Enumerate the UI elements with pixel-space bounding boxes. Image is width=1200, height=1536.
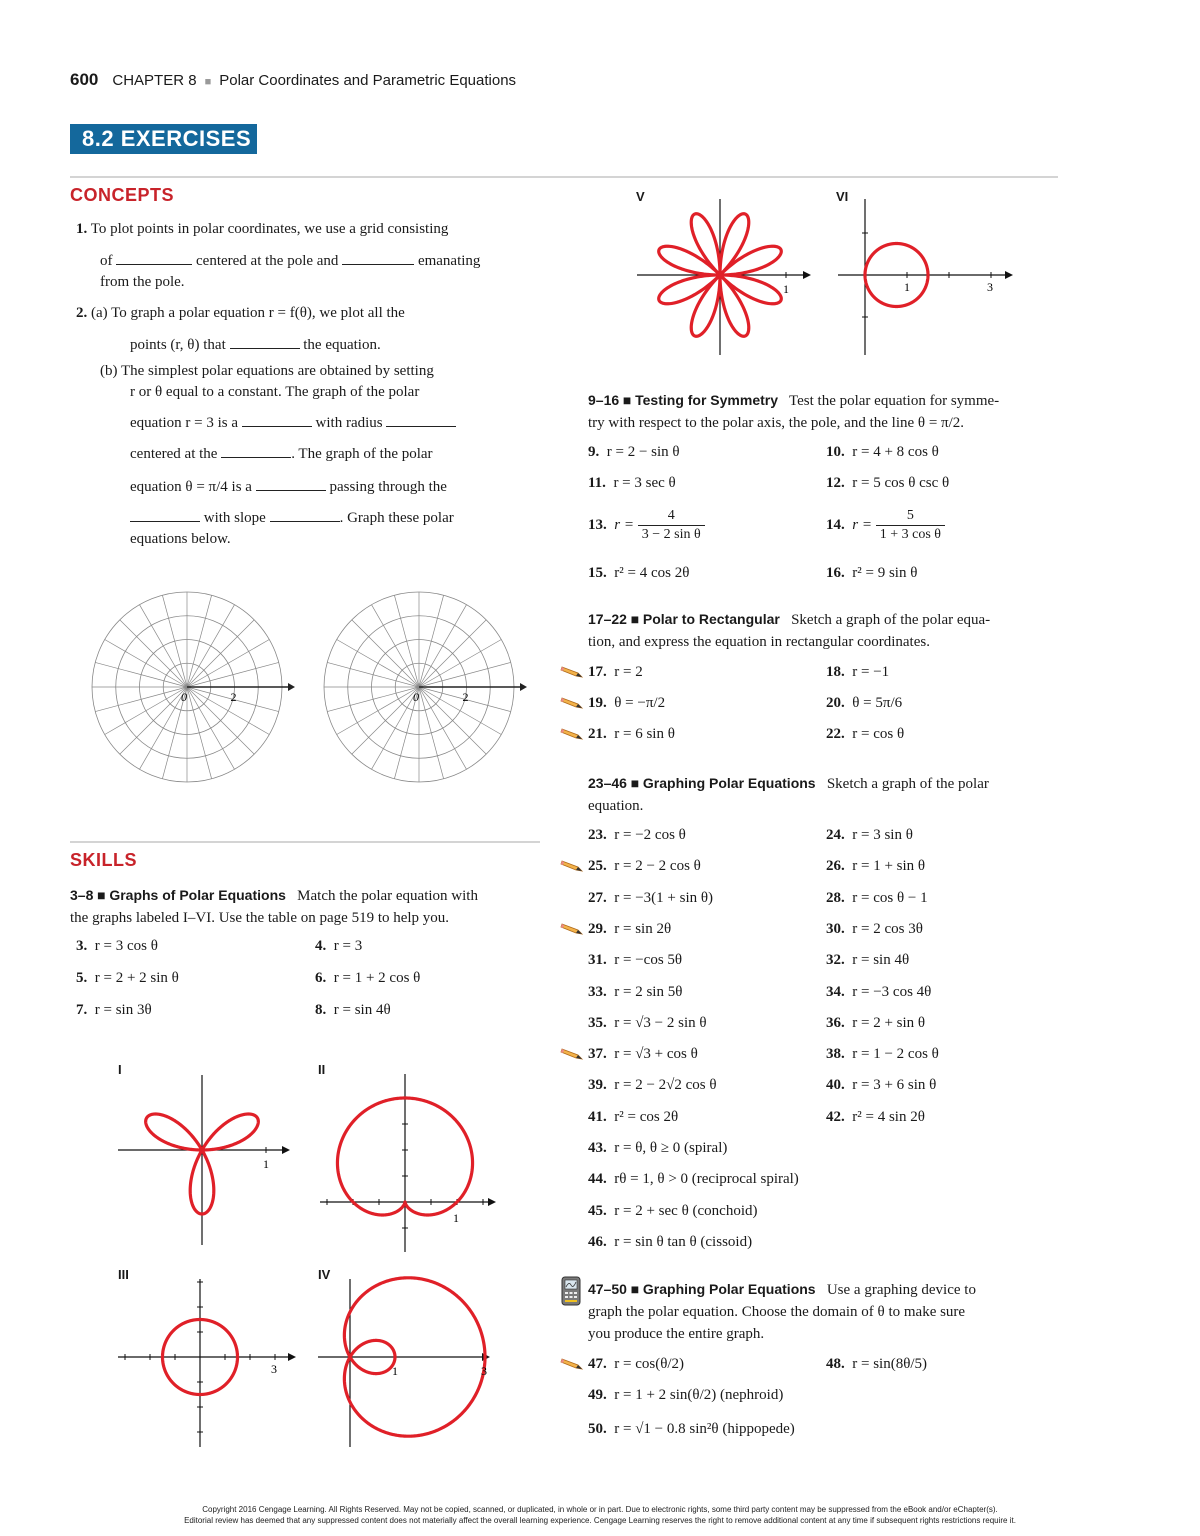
exercise-item: 34. r = −3 cos 4θ xyxy=(826,983,932,1000)
exercise-item: 39. r = 2 − 2√2 cos θ xyxy=(588,1077,717,1094)
question-2a-line-2: points (r, θ) that the equation. xyxy=(130,337,381,353)
exercise-item: 38. r = 1 − 2 cos θ xyxy=(826,1046,939,1063)
grid-ray xyxy=(187,687,254,754)
grid-ray xyxy=(419,595,444,687)
question-2b-line-2: r or θ equal to a constant. The graph of the polar xyxy=(130,384,420,400)
pencil-icon xyxy=(560,694,586,710)
grid-ray xyxy=(140,605,188,687)
grid-ray xyxy=(419,687,486,754)
pencil-icon xyxy=(560,1045,586,1061)
origin-label: 0 xyxy=(413,690,419,704)
exercise-item: 32. r = sin 4θ xyxy=(826,952,910,969)
tick-label: 3 xyxy=(271,1362,277,1376)
grid-ray xyxy=(372,687,420,769)
exercise-item: 21. r = 6 sin θ xyxy=(588,726,675,742)
grid-ray xyxy=(120,687,187,754)
exercise-13: 13. r = $\frac{4}{\text{3 − 2 sin θ}}$ xyxy=(588,507,705,544)
pencil-icon xyxy=(560,920,586,936)
answer-blank[interactable] xyxy=(230,336,300,349)
graph-label-IV: IV xyxy=(318,1267,331,1282)
graph-V-eight-leaved-rose xyxy=(625,195,815,360)
exercise-item: 23. r = −2 cos θ xyxy=(588,827,686,843)
exercise-14: 14. r = $\frac{5}{\text{1 + 3 cos θ}}$ xyxy=(826,507,945,544)
question-2a-line-1: 2. (a) To graph a polar equation r = f(θ), we plot all the xyxy=(76,305,405,321)
exercise-item: 5. r = 2 + 2 sin θ xyxy=(76,970,179,986)
grid-ray xyxy=(162,595,187,687)
grid-ray xyxy=(419,687,444,779)
exercise-item: 42. r² = 4 sin 2θ xyxy=(826,1108,925,1125)
tick-label: 1 xyxy=(904,280,910,294)
question-2b-line-3: equation r = 3 is a with radius xyxy=(130,412,456,434)
tick-label: 1 xyxy=(453,1211,459,1225)
tick-label: 3 xyxy=(481,1364,487,1378)
grid-ray xyxy=(187,620,254,687)
exercise-item: 40. r = 3 + 6 sin θ xyxy=(826,1077,937,1094)
exercise-item: 17. r = 2 xyxy=(588,664,643,680)
skills-rule xyxy=(70,841,540,843)
exercise-item: 50. r = √1 − 0.8 sin²θ (hippopede) xyxy=(588,1421,795,1437)
origin-label: 0 xyxy=(181,690,187,704)
exercise-item: 25. r = 2 − 2 cos θ xyxy=(588,858,701,875)
grid-ray xyxy=(187,687,269,735)
exercise-item: 24. r = 3 sin θ xyxy=(826,827,913,843)
exercise-item: 15. r² = 4 cos 2θ xyxy=(588,565,690,581)
question-1-line-3: from the pole. xyxy=(100,274,185,290)
exercise-item: 37. r = √3 + cos θ xyxy=(588,1046,698,1063)
chapter-title: Polar Coordinates and Parametric Equations xyxy=(219,72,517,89)
grid-ray xyxy=(419,662,511,687)
grid-ray xyxy=(327,662,419,687)
pencil-icon xyxy=(560,663,586,679)
answer-blank[interactable] xyxy=(221,445,291,458)
grid-ray xyxy=(352,687,419,754)
grid-ray xyxy=(105,687,187,735)
pencil-icon xyxy=(560,1355,586,1371)
grid-ray xyxy=(105,640,187,688)
question-2b-line-1: (b) The simplest polar equations are obtained by setting xyxy=(100,363,434,379)
grid-ray xyxy=(419,640,501,688)
section-rule xyxy=(70,176,1058,178)
exercise-item: 30. r = 2 cos 3θ xyxy=(826,920,923,937)
exercise-item: 26. r = 1 + sin θ xyxy=(826,858,926,875)
question-2b-line-4: centered at the . The graph of the polar xyxy=(130,446,433,462)
exercise-item: 48. r = sin(8θ/5) xyxy=(826,1356,928,1372)
exercise-group-17-22: 17–22 ■ Polar to Rectangular Sketch a graph of the polar equa- tion, and express the equation in rectangular coordinates. xyxy=(588,611,991,650)
tick-label: 3 xyxy=(987,280,993,294)
exercise-item: 6. r = 1 + 2 cos θ xyxy=(315,970,421,986)
tick-label: 1 xyxy=(263,1157,269,1171)
polar-grid-left xyxy=(80,580,295,795)
fraction: $\frac{4}{\text{3 − 2 sin θ}}$ xyxy=(638,507,705,544)
question-1-line-2: of centered at the pole and emanating xyxy=(100,253,481,269)
answer-blank[interactable] xyxy=(256,478,326,491)
answer-blank[interactable] xyxy=(242,414,312,427)
running-head xyxy=(70,70,516,90)
exercise-item: 29. r = sin 2θ xyxy=(588,920,672,937)
exercise-item: 18. r = −1 xyxy=(826,664,890,680)
exercise-group-47-50: 47–50 ■ Graphing Polar Equations Use a graphing device to graph the polar equation. Choose the domain of θ to make sure you produce the entire graph. xyxy=(588,1281,976,1342)
grid-ray xyxy=(95,687,187,712)
polar-grid-right xyxy=(312,580,527,795)
exercise-item: 46. r = sin θ tan θ (cissoid) xyxy=(588,1233,753,1250)
copyright-line-1: Copyright 2016 Cengage Learning. All Rights Reserved. May not be copied, scanned, or duplicated, in whole or in part. Due to electronic rights, some third party content may be suppressed from the eBook and/or eChapter(s). xyxy=(202,1505,998,1514)
grid-ray xyxy=(337,640,419,688)
pencil-icon xyxy=(560,857,586,873)
grid-ray xyxy=(419,687,467,769)
graph-VI-circle-radius-3 xyxy=(830,195,1020,360)
exercise-item: 22. r = cos θ xyxy=(826,726,905,742)
question-2b-line-6: with slope . Graph these polar xyxy=(130,507,454,529)
grid-ray xyxy=(95,662,187,687)
answer-blank[interactable] xyxy=(270,509,340,522)
exercise-item: 28. r = cos θ − 1 xyxy=(826,889,928,906)
graph-label-III: III xyxy=(118,1267,129,1282)
grid-ray xyxy=(120,620,187,687)
grid-ray xyxy=(187,595,212,687)
exercise-item: 45. r = 2 + sec θ (conchoid) xyxy=(588,1202,758,1219)
exercise-item: 7. r = sin 3θ xyxy=(76,1002,152,1018)
exercise-item: 16. r² = 9 sin θ xyxy=(826,565,918,581)
exercise-item: 35. r = √3 − 2 sin θ xyxy=(588,1014,707,1031)
exercise-item: 36. r = 2 + sin θ xyxy=(826,1014,926,1031)
grid-ray xyxy=(352,620,419,687)
answer-blank[interactable] xyxy=(130,509,200,522)
grid-ray xyxy=(187,640,269,688)
grid-ray xyxy=(187,662,279,687)
arrow-icon xyxy=(803,271,811,279)
page-number: 600 xyxy=(70,70,99,89)
arrow-icon xyxy=(288,683,295,691)
grid-ray xyxy=(372,605,420,687)
exercise-item: 41. r² = cos 2θ xyxy=(588,1108,679,1125)
graph-label-I: I xyxy=(118,1062,122,1077)
grid-ray xyxy=(140,687,188,769)
concepts-heading: CONCEPTS xyxy=(70,185,175,205)
answer-blank[interactable] xyxy=(386,414,456,427)
grid-ray xyxy=(327,687,419,712)
fraction: $\frac{5}{\text{1 + 3 cos θ}}$ xyxy=(876,507,945,544)
grid-ray xyxy=(419,620,486,687)
arrow-icon xyxy=(1005,271,1013,279)
exercise-item: 9. r = 2 − sin θ xyxy=(588,444,680,460)
exercise-item: 31. r = −cos 5θ xyxy=(588,952,683,969)
question-1-line-1: 1. To plot points in polar coordinates, we use a grid consisting xyxy=(76,221,449,237)
question-2b-line-5: equation θ = π/4 is a passing through the xyxy=(130,479,447,495)
square-bullet-icon: ■ xyxy=(204,76,212,88)
graph-IV-limacon xyxy=(310,1275,500,1450)
tick-label: 1 xyxy=(783,282,789,296)
exercise-item: 49. r = 1 + 2 sin(θ/2) (nephroid) xyxy=(588,1387,784,1403)
exercise-item: 19. θ = −π/2 xyxy=(588,695,666,711)
exercise-item: 43. r = θ, θ ≥ 0 (spiral) xyxy=(588,1140,728,1156)
exercise-item: 4. r = 3 xyxy=(315,938,363,954)
arrow-icon xyxy=(288,1353,296,1361)
grid-ray xyxy=(187,687,235,769)
question-2b-line-7: equations below. xyxy=(130,531,231,547)
graph-label-V: V xyxy=(636,189,645,204)
grid-ray xyxy=(187,605,235,687)
exercise-item: 47. r = cos(θ/2) xyxy=(588,1356,685,1372)
graphing-calculator-icon xyxy=(560,1276,582,1306)
graph-II-cardioid xyxy=(310,1070,500,1255)
section-title: 8.2 EXERCISES xyxy=(70,124,257,154)
exercise-group-23-46: 23–46 ■ Graphing Polar Equations Sketch a graph of the polar equation. xyxy=(588,775,989,814)
skills-heading: SKILLS xyxy=(70,850,138,870)
graph-I-three-leaved-rose xyxy=(110,1070,300,1255)
graph-label-VI: VI xyxy=(836,189,849,204)
arrow-icon xyxy=(282,1146,290,1154)
graph-III-circle xyxy=(110,1275,300,1450)
exercise-item: 20. θ = 5π/6 xyxy=(826,695,903,711)
answer-blank[interactable] xyxy=(116,252,192,265)
exercise-group-9-16: 9–16 ■ Testing for Symmetry Test the polar equation for symme- try with respect to the polar axis, the pole, and the line θ = π/2. xyxy=(588,392,1000,431)
exercise-item: 27. r = −3(1 + sin θ) xyxy=(588,889,714,906)
grid-ray xyxy=(419,687,501,735)
grid-ray xyxy=(394,595,419,687)
tick-label: 2 xyxy=(462,690,469,704)
arrow-icon xyxy=(488,1198,496,1206)
graph-label-II: II xyxy=(318,1062,326,1077)
grid-ray xyxy=(337,687,419,735)
exercise-item: 12. r = 5 cos θ csc θ xyxy=(826,475,950,491)
exercise-item: 44. rθ = 1, θ > 0 (reciprocal spiral) xyxy=(588,1171,799,1188)
exercise-group-3-8: 3–8 ■ Graphs of Polar Equations Match the polar equation with the graphs labeled I–VI. Use the table on page 519 to help you. xyxy=(70,887,478,926)
tick-label: 2 xyxy=(230,690,237,704)
exercise-item: 3. r = 3 cos θ xyxy=(76,938,158,954)
pencil-icon xyxy=(560,725,586,741)
grid-ray xyxy=(187,687,212,779)
exercise-item: 33. r = 2 sin 5θ xyxy=(588,983,683,1000)
arrow-icon xyxy=(520,683,527,691)
answer-blank[interactable] xyxy=(342,252,414,265)
exercise-item: 11. r = 3 sec θ xyxy=(588,475,676,491)
exercise-item: 10. r = 4 + 8 cos θ xyxy=(826,444,939,460)
grid-ray xyxy=(419,605,467,687)
exercise-item: 8. r = sin 4θ xyxy=(315,1002,391,1018)
chapter-label: CHAPTER 8 xyxy=(112,72,197,89)
copyright-line-2: Editorial review has deemed that any suppressed content does not materially affect the overall learning experience. Cengage Learning reserves the right to remove additional content at any time if subsequent rights restrictions require it. xyxy=(184,1516,1016,1525)
tick-label: 1 xyxy=(392,1364,398,1378)
